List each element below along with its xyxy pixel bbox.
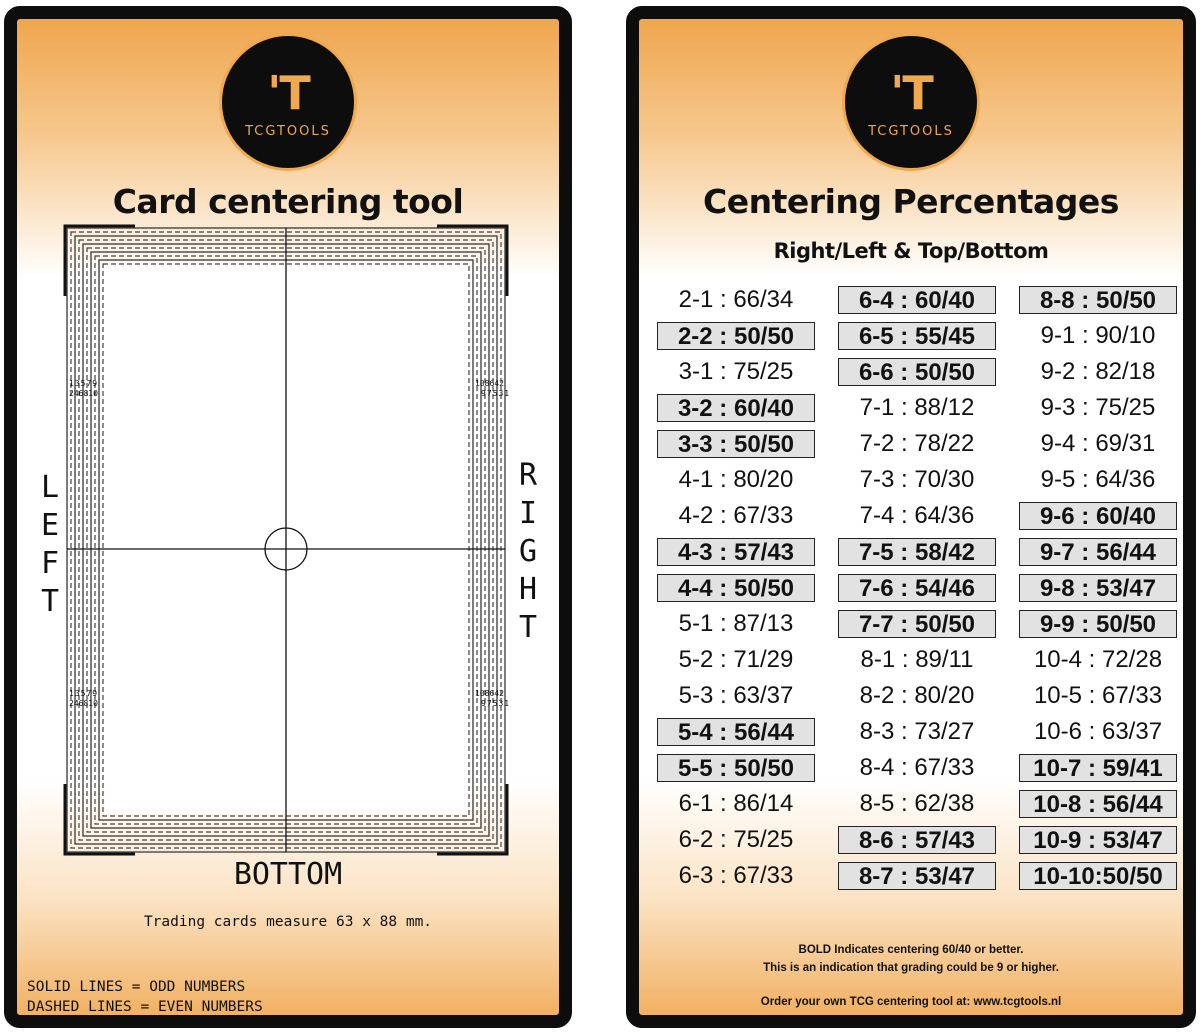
percentage-cell: 6-4 : 60/40 [838, 286, 996, 314]
percentage-cell: 8-8 : 50/50 [1019, 286, 1177, 314]
table-row [657, 606, 1179, 642]
table-row [657, 318, 1179, 354]
legend-dashed: DASHED LINES = EVEN NUMBERS [27, 999, 263, 1015]
percentage-cell: 2-2 : 50/50 [657, 322, 815, 350]
percentage-cell: 10-6 : 63/37 [1033, 718, 1163, 745]
percentage-cell: 9-9 : 50/50 [1019, 610, 1177, 638]
tcgtools-logo [842, 33, 980, 171]
percentage-cell: 9-8 : 53/47 [1019, 574, 1177, 602]
card-title: Centering Percentages [703, 182, 1119, 221]
footer-bold-note: BOLD Indicates centering 60/40 or better. [798, 944, 1024, 956]
table-row [657, 390, 1179, 426]
logo-mark: 'T [267, 66, 309, 120]
percentage-cell: 7-3 : 70/30 [859, 466, 975, 493]
percentage-cell: 5-4 : 56/44 [657, 718, 815, 746]
percentage-cell: 6-5 : 55/45 [838, 322, 996, 350]
scale-even-top-right: 108642 [475, 379, 504, 388]
percentage-cell: 7-1 : 88/12 [859, 394, 975, 421]
table-row [657, 750, 1179, 786]
table-row [657, 282, 1179, 318]
card-title: Card centering tool [112, 182, 464, 221]
label-right: RIGHT [518, 458, 538, 645]
percentage-cell: 9-3 : 75/25 [1040, 394, 1156, 421]
scale-odd-bottom-right: 97531 [481, 699, 511, 708]
percentage-cell: 4-3 : 57/43 [657, 538, 815, 566]
percentage-cell: 8-7 : 53/47 [838, 862, 996, 890]
logo-text: TCGTOOLS [868, 124, 954, 139]
percentage-cell: 9-6 : 60/40 [1019, 502, 1177, 530]
percentage-cell: 9-7 : 56/44 [1019, 538, 1177, 566]
table-row [657, 498, 1179, 534]
scale-even-bottom-right: 108642 [475, 689, 504, 698]
percentage-cell: 8-3 : 73/27 [859, 718, 975, 745]
percentage-cell: 6-6 : 50/50 [838, 358, 996, 386]
percentage-cell: 6-2 : 75/25 [678, 826, 794, 853]
card-subtitle: Right/Left & Top/Bottom [773, 239, 1049, 263]
percentage-cell: 8-6 : 57/43 [838, 826, 996, 854]
tcgtools-logo [219, 33, 357, 171]
percentage-cell: 5-1 : 87/13 [678, 610, 794, 637]
scale-odd-top-left: 13579 [69, 379, 99, 388]
percentage-cell: 10-7 : 59/41 [1019, 754, 1177, 782]
percentage-cell: 10-5 : 67/33 [1033, 682, 1163, 709]
table-row [657, 462, 1179, 498]
footer-grading-note: This is an indication that grading could be 9 or higher. [763, 962, 1059, 974]
percentage-cell: 6-1 : 86/14 [678, 790, 794, 817]
percentage-cell: 9-2 : 82/18 [1040, 358, 1156, 385]
percentage-cell: 3-2 : 60/40 [657, 394, 815, 422]
centering-frame [17, 224, 559, 864]
logo-text: TCGTOOLS [245, 124, 331, 139]
percentage-cell: 7-7 : 50/50 [838, 610, 996, 638]
percentage-cell: 9-1 : 90/10 [1040, 322, 1156, 349]
percentage-cell: 6-3 : 67/33 [678, 862, 794, 889]
percentage-cell: 7-4 : 64/36 [859, 502, 975, 529]
table-row [657, 354, 1179, 390]
percentage-cell: 5-2 : 71/29 [678, 646, 794, 673]
percentage-cell: 7-5 : 58/42 [838, 538, 996, 566]
table-row [657, 642, 1179, 678]
percentage-cell: 7-2 : 78/22 [859, 430, 975, 457]
percentage-cell: 9-5 : 64/36 [1040, 466, 1156, 493]
label-bottom: BOTTOM [233, 857, 343, 892]
table-row [657, 678, 1179, 714]
centering-tool-card [4, 6, 572, 1028]
percentage-cell: 4-2 : 67/33 [678, 502, 794, 529]
percentage-cell: 3-1 : 75/25 [678, 358, 794, 385]
table-row [657, 570, 1179, 606]
percentage-cell: 2-1 : 66/34 [678, 286, 794, 313]
table-row [657, 786, 1179, 822]
percentage-cell: 7-6 : 54/46 [838, 574, 996, 602]
scale-even-bottom-left: 246810 [69, 699, 98, 708]
measure-note: Trading cards measure 63 x 88 mm. [143, 914, 433, 930]
percentage-cell: 10-10:50/50 [1019, 862, 1177, 890]
percentage-cell: 8-1 : 89/11 [860, 646, 974, 673]
logo-mark: 'T [890, 66, 932, 120]
table-row [657, 822, 1179, 858]
scale-even-top-left: 246810 [69, 389, 98, 398]
footer-order-link: Order your own TCG centering tool at: www.tcgtools.nl [760, 996, 1062, 1008]
percentage-cell: 10-8 : 56/44 [1019, 790, 1177, 818]
legend-solid: SOLID LINES = ODD NUMBERS [27, 979, 246, 995]
label-left: LEFT [40, 470, 60, 619]
percentage-cell: 4-1 : 80/20 [678, 466, 794, 493]
table-row [657, 534, 1179, 570]
scale-odd-top-right: 97531 [481, 389, 511, 398]
table-row [657, 426, 1179, 462]
percentage-cell: 10-4 : 72/28 [1033, 646, 1163, 673]
scale-odd-bottom-left: 13579 [69, 689, 99, 698]
percentage-cell: 8-5 : 62/38 [859, 790, 975, 817]
percentage-cell: 3-3 : 50/50 [657, 430, 815, 458]
percentages-table [657, 282, 1179, 894]
percentage-cell: 5-5 : 50/50 [657, 754, 815, 782]
percentage-cell: 8-2 : 80/20 [859, 682, 975, 709]
percentage-cell: 9-4 : 69/31 [1040, 430, 1156, 457]
centering-percentages-card [626, 6, 1196, 1028]
percentage-cell: 8-4 : 67/33 [859, 754, 975, 781]
table-row [657, 714, 1179, 750]
table-row [657, 858, 1179, 894]
percentage-cell: 10-9 : 53/47 [1019, 826, 1177, 854]
percentage-cell: 5-3 : 63/37 [678, 682, 794, 709]
percentage-cell: 4-4 : 50/50 [657, 574, 815, 602]
